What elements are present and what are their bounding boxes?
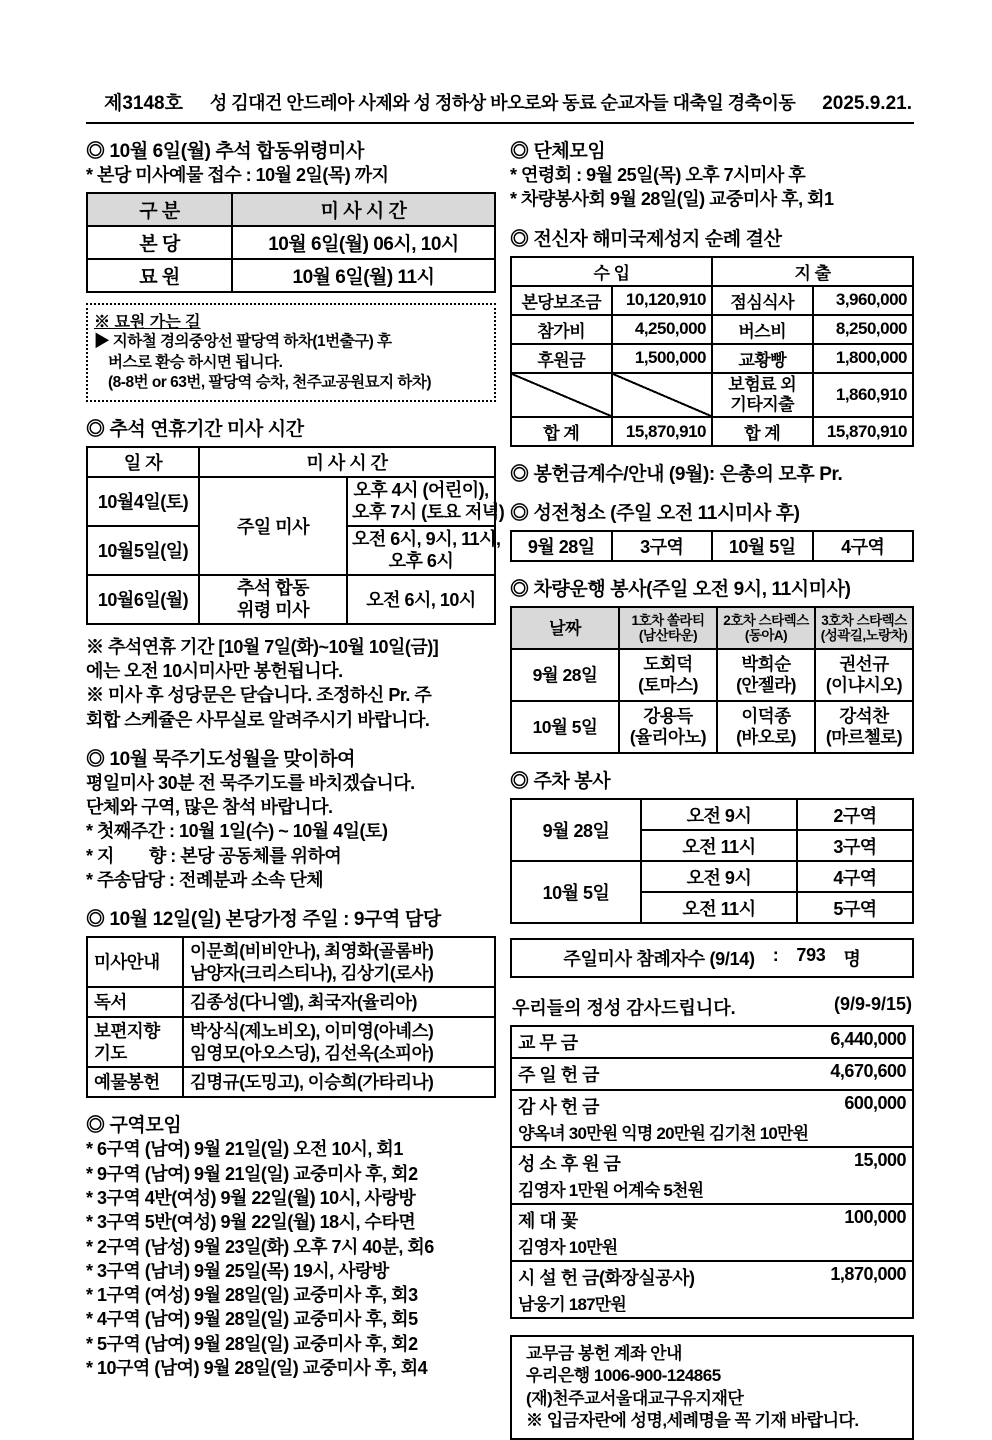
table-cell: 9월 28일 <box>511 531 612 561</box>
bank-account-box <box>510 1335 914 1439</box>
chuseok-mass-table <box>86 192 496 293</box>
table-row <box>511 257 913 286</box>
donation-cell <box>511 1090 913 1147</box>
table-header-cell: 미 사 시 간 <box>232 193 495 226</box>
table-row <box>511 373 913 418</box>
table-row <box>511 1058 913 1090</box>
driver-name: 권선규 <box>839 654 889 675</box>
name-line: 남양자(크리스티나), 김상기(로사) <box>190 963 434 984</box>
date-cell: 10월 5일 <box>511 701 619 753</box>
attendance-unit: 명 <box>843 949 861 970</box>
pilgrimage-settlement-table <box>510 256 914 448</box>
attendance-box <box>510 938 914 978</box>
section-heading-rosary: ◎ 10월 묵주기도성월을 맞이하여 <box>86 748 356 770</box>
district-meeting-item: * 5구역 (남여) 9월 28일(일) 교중미사 후, 회2 <box>86 1333 418 1354</box>
table-row <box>87 987 495 1017</box>
table-cell: 10월4일(토) <box>87 477 199 526</box>
table-row <box>511 1026 913 1058</box>
baptismal-name: (이냐시오) <box>825 675 903 696</box>
table-header-cell: 수 입 <box>511 257 712 286</box>
table-row <box>511 799 913 830</box>
district-cell: 2구역 <box>797 799 913 830</box>
table-row <box>511 417 913 446</box>
date-cell: 9월 28일 <box>511 649 619 701</box>
table-cell: 4구역 <box>813 531 914 561</box>
donor-names: 김영자 1만원 어계숙 5천원 <box>518 1181 704 1201</box>
rosary-month-section <box>86 744 496 892</box>
donation-amount: 6,440,000 <box>830 1029 906 1050</box>
baptismal-name: (율리아노) <box>629 727 707 748</box>
amount-cell: 1,800,000 <box>813 344 914 373</box>
section-heading-group-meetings: ◎ 단체모임 <box>510 141 606 162</box>
header-divider <box>86 122 914 124</box>
table-row <box>87 259 495 292</box>
district-meeting-item: * 3구역 5반(여성) 9월 22일(월) 18시, 수타면 <box>86 1212 416 1233</box>
table-row <box>511 1261 913 1318</box>
table-row <box>87 447 495 477</box>
donor-names: 김영자 10만원 <box>518 1238 618 1258</box>
donation-amount: 600,000 <box>844 1093 906 1114</box>
date-cell: 9월 28일 <box>511 799 641 861</box>
vehicle-route: (동아A) <box>744 628 788 644</box>
donations-period: (9/9-9/15) <box>833 994 912 1015</box>
driver-cell <box>717 649 815 701</box>
driver-name: 이덕종 <box>741 706 791 727</box>
vehicle-route: (성곽길,노랑차) <box>820 628 908 644</box>
rosary-line: * 주송담당 : 전례분과 소속 단체 <box>86 870 324 891</box>
donation-label: 감 사 헌 금 <box>518 1097 600 1118</box>
date-cell: 10월 5일 <box>511 861 641 923</box>
table-cell: 후원금 <box>511 344 612 373</box>
donation-line <box>518 1093 906 1119</box>
table-row <box>511 607 913 649</box>
amount-cell: 15,870,910 <box>813 417 914 446</box>
table-cell <box>183 937 495 987</box>
donations-title: 우리들의 정성 감사드립니다. <box>512 998 736 1019</box>
donation-amount: 100,000 <box>844 1207 906 1228</box>
driver-cell <box>717 701 815 753</box>
account-line: 우리은행 1006-900-124865 <box>526 1366 721 1386</box>
donation-label: 주 일 헌 금 <box>518 1065 600 1086</box>
donation-line <box>518 1150 906 1176</box>
rosary-line: * 지 향 : 본당 공동체를 위하여 <box>86 845 342 866</box>
donation-cell <box>511 1261 913 1318</box>
baptismal-name: (토마스) <box>638 675 698 696</box>
table-row <box>511 286 913 315</box>
driver-cell <box>815 649 913 701</box>
empty-slashed-cell <box>511 373 612 418</box>
right-column <box>510 136 914 1440</box>
account-line: ※ 입금자란에 성명,세례명을 꼭 기재 바랍니다. <box>526 1410 859 1430</box>
table-cell <box>183 1017 495 1067</box>
rosary-line: 평일미사 30분 전 묵주기도를 바치겠습니다. <box>86 772 415 793</box>
table-cell: 묘 원 <box>87 259 232 292</box>
baptismal-name: (마르첼로) <box>825 727 903 748</box>
table-row <box>87 937 495 987</box>
parking-service-table <box>510 798 914 924</box>
church-cleaning-table <box>510 530 914 562</box>
table-cell <box>712 373 813 418</box>
donations-table <box>510 1025 914 1319</box>
table-header-cell <box>717 607 815 649</box>
table-cell: 오전 6시, 10시 <box>347 575 495 624</box>
note-line: 에는 오전 10시미사만 봉헌됩니다. <box>86 660 343 681</box>
table-cell: 미사안내 <box>87 937 183 987</box>
table-cell <box>347 477 505 526</box>
table-header-cell: 지 출 <box>712 257 913 286</box>
table-row <box>511 649 913 701</box>
vehicle-route: (남산타운) <box>638 628 698 644</box>
amount-cell: 10,120,910 <box>612 286 713 315</box>
district-meeting-item: * 3구역 4반(여성) 9월 22일(월) 10시, 사랑방 <box>86 1187 416 1208</box>
donation-amount: 15,000 <box>853 1150 906 1171</box>
driver-cell <box>815 701 913 753</box>
driver-cell <box>619 701 717 753</box>
table-cell: 10월6일(월) <box>87 575 199 624</box>
table-row <box>511 861 913 892</box>
mass-offering-deadline: * 본당 미사예물 접수 : 10월 2일(목) 까지 <box>86 165 389 185</box>
cemetery-directions-box <box>86 303 496 401</box>
table-row <box>511 1090 913 1147</box>
total-label-cell: 합 계 <box>712 417 813 446</box>
table-row <box>87 226 495 259</box>
vehicle-name: 2호차 스타렉스 <box>723 612 809 628</box>
table-cell: 주일 미사 <box>199 477 347 575</box>
empty-slashed-cell <box>612 373 713 418</box>
table-cell: 김명규(도밍고), 이승희(가타리나) <box>183 1067 495 1097</box>
section-heading-vehicle-service: ◎ 차량운행 봉사(주일 오전 9시, 11시미사) <box>510 579 851 601</box>
table-cell: 10월5일(일) <box>87 526 199 575</box>
donation-amount: 4,670,600 <box>830 1061 906 1082</box>
donations-title-row <box>510 994 914 1020</box>
district-meeting-item: * 2구역 (남성) 9월 23일(화) 오후 7시 40분, 회6 <box>86 1236 434 1257</box>
donation-cell <box>511 1026 913 1058</box>
issue-number: 제3148호 <box>104 93 183 114</box>
section-heading-church-cleaning: ◎ 성전청소 (주일 오전 11시미사 후) <box>510 503 800 525</box>
holiday-mass-table <box>86 446 505 625</box>
table-cell: 점심식사 <box>712 286 813 315</box>
driver-name: 박희순 <box>741 654 791 675</box>
group-meeting-item: * 연령회 : 9월 25일(목) 오후 7시미사 후 <box>510 165 806 185</box>
role-line: 보편지향 <box>94 1020 160 1041</box>
donation-cell <box>511 1204 913 1261</box>
group-meeting-item: * 차량봉사회 9월 28일(일) 교중미사 후, 회1 <box>510 189 834 210</box>
expense-line: 기타지출 <box>730 394 795 414</box>
donation-line <box>518 1061 906 1087</box>
amount-cell: 1,500,000 <box>612 344 713 373</box>
donation-amount: 1,870,000 <box>830 1264 906 1285</box>
section-heading-parking-service: ◎ 주차 봉사 <box>510 771 611 793</box>
table-row <box>511 344 913 373</box>
donation-cell <box>511 1058 913 1090</box>
mass-type-line: 위령 미사 <box>236 600 310 621</box>
amount-cell: 4,250,000 <box>612 315 713 344</box>
mass-time-line: 오후 7시 (토요 저녁) <box>352 502 505 523</box>
table-cell: 10월 6일(월) 06시, 10시 <box>232 226 495 259</box>
table-row <box>87 1067 495 1097</box>
table-row <box>511 701 913 753</box>
directions-line: (8-8번 or 63번, 팔당역 승차, 천주교공원묘지 하차) <box>108 374 431 392</box>
attendance-colon: : <box>772 945 779 966</box>
district-meeting-item: * 3구역 (남녀) 9월 25일(목) 19시, 사랑방 <box>86 1260 389 1281</box>
donation-cell <box>511 1147 913 1204</box>
table-cell <box>347 526 501 575</box>
table-header-cell: 구 분 <box>87 193 232 226</box>
table-cell: 본당보조금 <box>511 286 612 315</box>
table-cell: 10월 5일 <box>712 531 813 561</box>
district-meeting-item: * 4구역 (남여) 9월 28일(일) 교중미사 후, 회5 <box>86 1309 418 1330</box>
driver-cell <box>619 649 717 701</box>
time-cell: 오전 9시 <box>641 861 797 892</box>
name-line: 임영모(아오스딩), 김선옥(소피아) <box>190 1043 434 1064</box>
section-heading-offering-counting: ◎ 봉헌금계수/안내 (9월): 은총의 모후 Pr. <box>510 464 843 486</box>
table-cell: 예물봉헌 <box>87 1067 183 1097</box>
page-title: 성 김대건 안드레아 사제와 성 정하상 바오로와 동료 순교자들 대축일 경축이동 <box>209 93 796 113</box>
total-label-cell: 합 계 <box>511 417 612 446</box>
table-cell: 본 당 <box>87 226 232 259</box>
district-meetings-section <box>86 1110 496 1380</box>
donation-line <box>518 1264 906 1290</box>
district-cell: 3구역 <box>797 830 913 861</box>
issue-date: 2025.9.21. <box>822 93 912 114</box>
note-line: 회합 스케쥴은 사무실로 알려주시기 바랍니다. <box>86 709 430 730</box>
district-meeting-item: * 6구역 (남여) 9월 21일(일) 오전 10시, 회1 <box>86 1139 403 1160</box>
table-row <box>511 531 913 561</box>
amount-cell: 1,860,910 <box>813 373 914 418</box>
section-heading-holiday-mass: ◎ 추석 연휴기간 미사 시간 <box>86 418 304 440</box>
driver-name: 강용득 <box>643 706 693 727</box>
district-meeting-item: * 10구역 (남여) 9월 28일(일) 교중미사 후, 회4 <box>86 1358 428 1378</box>
name-line: 이문희(비비안나), 최영화(골롬바) <box>190 940 434 961</box>
table-header-cell <box>619 607 717 649</box>
driver-name: 강석찬 <box>839 706 889 727</box>
directions-line: ▶ 지하철 경의중앙선 팔당역 하차(1번출구) 후 <box>94 333 392 351</box>
attendance-label: 주일미사 참례자수 (9/14) <box>563 949 755 970</box>
baptismal-name: (바오로) <box>736 727 796 748</box>
table-cell <box>199 575 347 624</box>
table-header-cell: 일 자 <box>87 447 199 477</box>
donation-line <box>518 1029 906 1055</box>
table-cell: 3구역 <box>612 531 713 561</box>
two-column-layout <box>86 136 914 1440</box>
amount-cell: 15,870,910 <box>612 417 713 446</box>
district-cell: 4구역 <box>797 861 913 892</box>
note-line: ※ 미사 후 성당문은 닫습니다. 조정하신 Pr. 주 <box>86 685 432 706</box>
donation-label: 시 설 헌 금(화장실공사) <box>518 1268 695 1289</box>
holiday-notes <box>86 635 496 732</box>
time-cell: 오전 9시 <box>641 799 797 830</box>
section-heading-parish-family: ◎ 10월 12일(일) 본당가정 주일 : 9구역 담당 <box>86 909 441 931</box>
vehicle-name: 3호차 스타렉스 <box>821 612 907 628</box>
vehicle-service-table <box>510 606 914 754</box>
table-row <box>511 1147 913 1204</box>
header <box>86 88 914 115</box>
account-line: (재)천주교서울대교구유지재단 <box>526 1388 744 1408</box>
donation-label: 교 무 금 <box>518 1033 578 1054</box>
role-line: 기도 <box>94 1043 127 1064</box>
district-meeting-item: * 9구역 (남여) 9월 21일(일) 교중미사 후, 회2 <box>86 1163 418 1184</box>
left-column <box>86 136 505 1440</box>
rosary-line: * 첫째주간 : 10월 1일(수) ~ 10월 4일(토) <box>86 821 388 842</box>
account-line: 교무금 봉헌 계좌 안내 <box>526 1344 682 1364</box>
table-cell: 참가비 <box>511 315 612 344</box>
mass-time-line: 오전 6시, 9시, 11시, <box>352 528 501 549</box>
section-heading-chuseok-mass: ◎ 10월 6일(월) 추석 합동위령미사 <box>86 141 364 162</box>
driver-name: 도회덕 <box>643 654 693 675</box>
donor-names: 남웅기 187만원 <box>518 1295 626 1315</box>
rosary-line: 단체와 구역, 많은 참석 바랍니다. <box>86 797 333 818</box>
time-cell: 오전 11시 <box>641 892 797 923</box>
table-row <box>87 575 495 624</box>
donation-label: 제 대 꽃 <box>518 1211 578 1232</box>
expense-line: 보험료 외 <box>728 374 797 394</box>
table-cell: 10월 6일(월) 11시 <box>232 259 495 292</box>
table-cell <box>87 1017 183 1067</box>
table-row <box>87 477 495 526</box>
table-cell: 버스비 <box>712 315 813 344</box>
mass-time-line: 오후 4시 (어린이), <box>353 479 489 500</box>
table-row <box>511 315 913 344</box>
time-cell: 오전 11시 <box>641 830 797 861</box>
mass-type-line: 추석 합동 <box>236 577 310 598</box>
mass-time-line: 오후 6시 <box>388 551 454 572</box>
district-cell: 5구역 <box>797 892 913 923</box>
note-line: ※ 추석연휴 기간 [10월 7일(화)~10월 10일(금)] <box>86 636 439 657</box>
table-cell: 김종성(다니엘), 최국자(율리아) <box>183 987 495 1017</box>
section-heading-pilgrimage-settlement: ◎ 전신자 해미국제성지 순례 결산 <box>510 228 782 250</box>
directions-line: 버스로 환승 하시면 됩니다. <box>108 353 283 371</box>
section-heading-district-meetings: ◎ 구역모임 <box>86 1115 182 1137</box>
table-row <box>511 1204 913 1261</box>
amount-cell: 8,250,000 <box>813 315 914 344</box>
directions-title: ※ 묘원 가는 길 <box>94 314 201 332</box>
amount-cell: 3,960,000 <box>813 286 914 315</box>
baptismal-name: (안젤라) <box>736 675 796 696</box>
parish-family-table <box>86 936 496 1098</box>
table-header-cell: 미 사 시 간 <box>199 447 495 477</box>
vehicle-name: 1호차 쏠라티 <box>631 612 705 628</box>
donor-names: 양옥녀 30만원 익명 20만원 김기천 10만원 <box>518 1124 809 1144</box>
table-header-cell <box>815 607 913 649</box>
table-cell: 독서 <box>87 987 183 1017</box>
table-header-cell: 날짜 <box>511 607 619 649</box>
table-row <box>87 193 495 226</box>
table-cell: 교황빵 <box>712 344 813 373</box>
name-line: 박상식(제노비오), 이미영(아녜스) <box>190 1020 434 1041</box>
district-meeting-item: * 1구역 (여성) 9월 28일(일) 교중미사 후, 회3 <box>86 1285 418 1306</box>
attendance-count: 793 <box>796 945 826 966</box>
donation-label: 성 소 후 원 금 <box>518 1154 621 1175</box>
table-row <box>87 1017 495 1067</box>
donation-line <box>518 1207 906 1233</box>
